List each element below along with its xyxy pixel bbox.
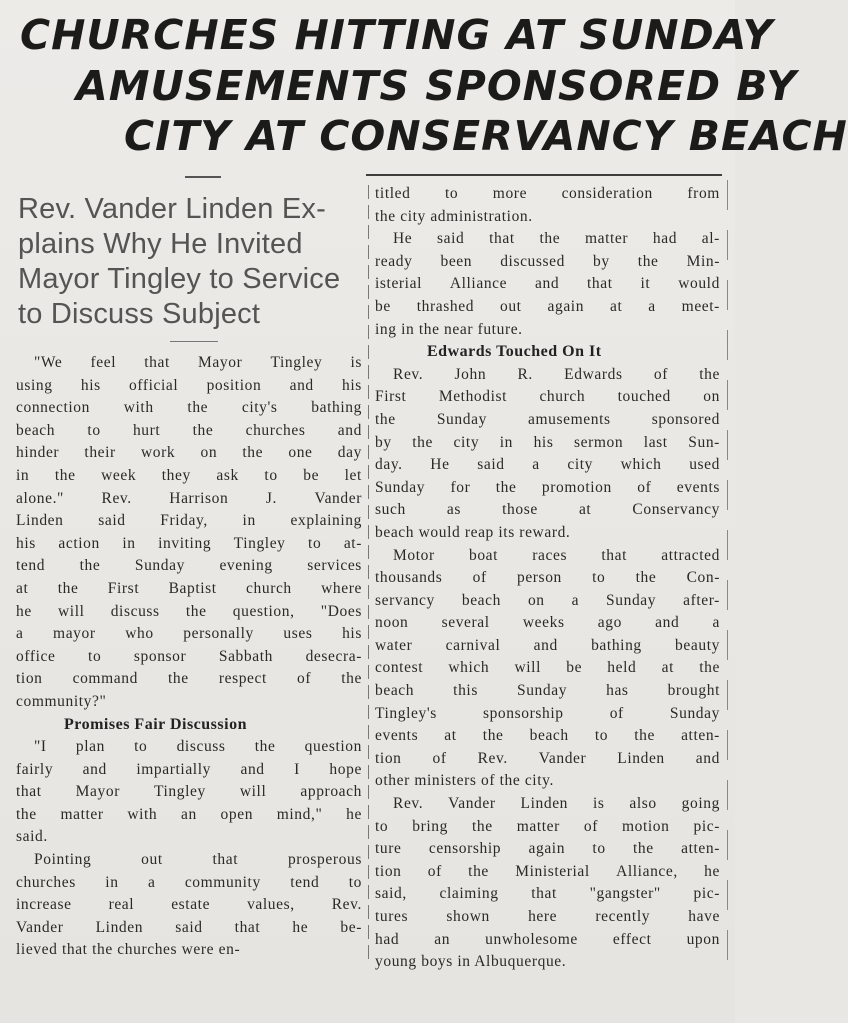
headline-line-3: CITY AT CONSERVANCY BEACH (124, 112, 848, 160)
headline-line-1: CHURCHES HITTING AT SUNDAY (20, 11, 774, 59)
text-line: fairly and impartially and I hope (16, 760, 362, 778)
text-line: the matter with an open mind," he (16, 805, 362, 823)
text-line: Rev. Vander Linden is also going (393, 795, 720, 813)
text-line: in the week they ask to be let (16, 466, 362, 484)
text-line: Tingley's sponsorship of Sunday (375, 704, 720, 722)
text-line: tures shown here recently have (375, 908, 720, 925)
subheadline-line: plains Why He Invited (18, 228, 303, 260)
column-divider (368, 185, 369, 965)
text-line: alone." Rev. Harrison J. Vander (16, 489, 362, 507)
text-line: be thrashed out again at a meet- (375, 297, 720, 315)
text-line: ready been discussed by the Min- (375, 252, 720, 270)
text-line: ing in the near future. (375, 320, 523, 338)
text-line: Rev. John R. Edwards of the (393, 365, 720, 383)
text-line: "I plan to discuss the question (34, 738, 362, 756)
subheadline-line: to Discuss Subject (18, 298, 261, 330)
text-line: noon several weeks ago and a (375, 614, 720, 632)
text-line: Motor boat races that attracted (393, 546, 720, 564)
column-divider-right (727, 180, 728, 970)
text-line: events at the beach to the atten- (375, 727, 720, 745)
text-line: hinder their work on the one day (16, 444, 362, 462)
text-line: such as those at Conservancy (375, 501, 720, 519)
text-line: a mayor who personally uses his (16, 625, 362, 643)
text-line: increase real estate values, Rev. (16, 896, 362, 914)
text-line: isterial Alliance and that it would (375, 275, 720, 293)
text-line: office to sponsor Sabbath desecra- (16, 647, 362, 665)
text-line: Pointing out that prosperous (34, 851, 362, 869)
divider-rule-subhead (170, 341, 218, 342)
text-line: He said that the matter had al- (393, 230, 720, 248)
text-line: using his official position and his (16, 376, 362, 394)
text-line: contest which will be held at the (375, 659, 720, 677)
text-line: titled to more consideration from (375, 185, 720, 202)
text-line: his action in inviting Tingley to at- (16, 534, 362, 552)
text-line: connection with the city's bathing (16, 399, 362, 417)
text-line: First Methodist church touched on (375, 388, 720, 406)
divider-rule-right (366, 174, 722, 176)
text-line: ture censorship again to the atten- (375, 840, 720, 858)
text-line: the Sunday amusements sponsored (375, 410, 720, 428)
text-line: to bring the matter of motion pic- (375, 817, 720, 835)
text-line: beach would reap its reward. (375, 523, 571, 541)
article-column-right (375, 183, 720, 974)
text-line: servancy beach on a Sunday after- (375, 591, 720, 609)
section-subhead: Promises Fair Discussion (64, 715, 247, 733)
subheadline (18, 192, 364, 332)
text-line: "We feel that Mayor Tingley is (34, 354, 362, 371)
text-line: tion of the Ministerial Alliance, he (375, 862, 720, 880)
text-line: young boys in Albuquerque. (375, 953, 567, 971)
text-line: water carnival and bathing beauty (375, 636, 720, 654)
subheadline-line: Mayor Tingley to Service (18, 263, 341, 295)
text-line: at the First Baptist church where (16, 579, 362, 597)
text-line: day. He said a city which used (375, 456, 720, 474)
text-line: the city administration. (375, 207, 533, 225)
text-line: had an unwholesome effect upon (375, 930, 720, 948)
divider-rule-left (185, 176, 221, 178)
text-line: community?" (16, 692, 107, 710)
text-line: tion of Rev. Vander Linden and (375, 749, 720, 767)
section-subhead: Edwards Touched On It (427, 343, 602, 361)
text-line: Vander Linden said that he be- (16, 918, 362, 936)
text-line: other ministers of the city. (375, 772, 554, 790)
subheadline-line: Rev. Vander Linden Ex- (18, 193, 326, 225)
text-line: by the city in his sermon last Sun- (375, 433, 720, 451)
article-column-left (16, 352, 362, 962)
text-line: said, claiming that "gangster" pic- (375, 885, 720, 903)
text-line: that Mayor Tingley will approach (16, 783, 362, 801)
text-line: he will discuss the question, "Does (16, 602, 362, 620)
text-line: tend the Sunday evening services (16, 557, 362, 575)
text-line: beach to hurt the churches and (16, 421, 362, 439)
text-line: thousands of person to the Con- (375, 569, 720, 587)
text-line: tion command the respect of the (16, 670, 362, 688)
text-line: said. (16, 828, 48, 846)
text-line: lieved that the churches were en- (16, 941, 241, 959)
headline-line-2: AMUSEMENTS SPONSORED BY (76, 62, 797, 110)
text-line: churches in a community tend to (16, 873, 362, 891)
text-line: Linden said Friday, in explaining (16, 512, 362, 530)
text-line: Sunday for the promotion of events (375, 478, 720, 496)
text-line: beach this Sunday has brought (375, 682, 720, 700)
